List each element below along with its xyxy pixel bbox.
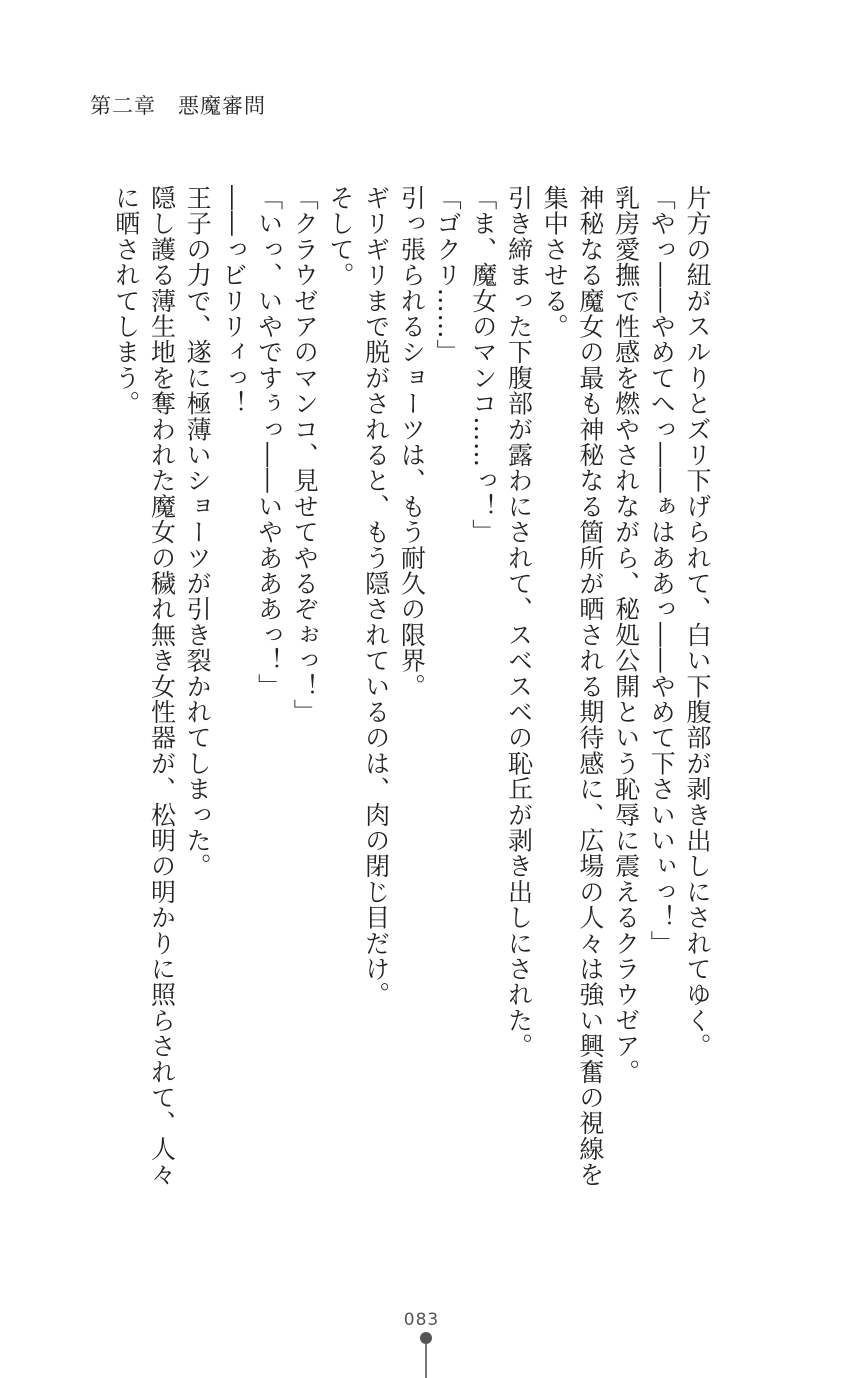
page-number: 083 <box>403 1310 440 1330</box>
text-line: そして。 <box>325 185 355 288</box>
vertical-text-body <box>75 185 715 1188</box>
text-line: 片方の紐がスルりとズリ下げられて、白い下腹部が剥き出しにされてゆく。 <box>683 185 712 1059</box>
text-line: 「クラウゼアのマンコ、見せてやるぞぉっ！」 <box>290 185 320 725</box>
page-footer <box>0 1310 843 1330</box>
page-marker-dot <box>420 1332 432 1344</box>
text-line: 集中させる。 <box>540 185 570 340</box>
text-line: に晒されてしまう。 <box>111 185 141 417</box>
text-line: 乳房愛撫で性感を燃やされながら、秘処公開という恥辱に震えるクラウゼア。 <box>611 185 641 1085</box>
text-line: 引っ張られるショーツは、もう耐久の限界。 <box>397 185 427 699</box>
text-line: ――っビリリィっ！ <box>218 185 248 417</box>
text-line: 隠し護る薄生地を奪われた魔女の穢れ無き女性器が、松明の明かりに照らされて、人々 <box>147 185 177 1188</box>
text-line: 神秘なる魔女の最も神秘なる箇所が晒される期待感に、広場の人々は強い興奮の視線を <box>575 185 605 1188</box>
text-line: 「ま、魔女のマンコ……っ！」 <box>468 185 498 545</box>
text-line: 王子の力で、遂に極薄いショーツが引き裂かれてしまった。 <box>183 185 213 879</box>
chapter-title: 第二章 悪魔審問 <box>90 94 266 118</box>
text-line: ギリギリまで脱がされると、もう隠されているのは、肉の閉じ目だけ。 <box>361 185 391 1008</box>
text-line: 「ゴクリ……」 <box>433 185 463 365</box>
text-line: 引き締まった下腹部が露わにされて、スベスベの恥丘が剥き出しにされた。 <box>504 185 534 1059</box>
text-line: 「いっ、いやですぅっ――いやあああっ！」 <box>254 185 284 699</box>
text-line: 「やっ――やめてへっ――ぁはああっ――やめて下さいいぃっ！」 <box>647 185 677 956</box>
page-marker-line <box>425 1344 427 1378</box>
